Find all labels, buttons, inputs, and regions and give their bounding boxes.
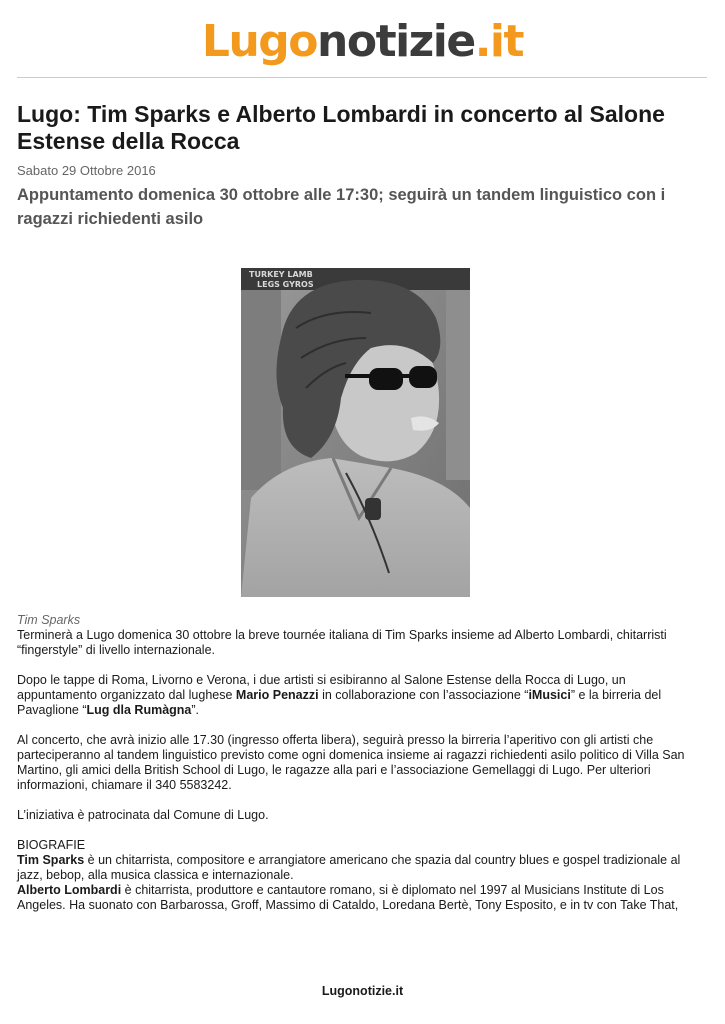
logo-part-notizie: notizie	[317, 16, 475, 67]
svg-text:LEGS GYROS: LEGS GYROS	[257, 280, 314, 289]
photo-caption: Tim Sparks	[17, 613, 81, 627]
paragraph-tour-text-2: in collaborazione con l’associazione “	[318, 688, 529, 702]
paragraph-patronage: L’iniziativa è patrocinata dal Comune di Lugo.	[17, 808, 269, 822]
biography-name-tim-sparks: Tim Sparks	[17, 853, 85, 867]
brewery-name: Lug dla Rumàgna	[86, 703, 192, 717]
svg-text:TURKEY LAMB: TURKEY LAMB	[249, 270, 313, 279]
biography-text-alberto-lombardi: è chitarrista, produttore e cantautore romano, si è diplomato nel 1997 al Musicians Institute di Los Angeles. Ha suonato con Barbarossa, Groff, Massimo di Cataldo, Loredana Bertè, Tony Esposito, e in tv con Take That,	[17, 883, 679, 912]
biography-name-alberto-lombardi: Alberto Lombardi	[17, 883, 122, 897]
article-photo	[241, 268, 470, 597]
association-name: iMusici	[528, 688, 571, 702]
biography-tim-sparks	[17, 853, 707, 883]
biography-alberto-lombardi	[17, 883, 707, 913]
paragraph-event-details: Al concerto, che avrà inizio alle 17.30 (ingresso offerta libera), seguirà presso la birreria l’aperitivo con gli artisti che parteciperanno al tandem linguistico previsto come ogni domenica insieme ai ragazzi richiedenti asilo politico di Villa San Martino, gli amici della British School di Lugo, le ragazze alla pari e l’associazione Gemellaggi di Lugo. Per ulteriori informazioni, chiamare il 340 5583242.	[17, 733, 685, 792]
article-body	[17, 628, 707, 913]
site-logo[interactable]	[0, 14, 725, 70]
site-header	[0, 0, 725, 78]
footer-site-name: Lugonotizie.it	[321, 984, 404, 998]
article-subtitle: Appuntamento domenica 30 ottobre alle 17:30; seguirà un tandem linguistico con i ragazzi richiedenti asilo	[17, 186, 666, 228]
header-divider	[17, 77, 707, 78]
organizer-name: Mario Penazzi	[235, 688, 319, 702]
article-title: Lugo: Tim Sparks e Alberto Lombardi in concerto al Salone Estense della Rocca	[17, 101, 665, 154]
logo-part-it: .it	[474, 16, 524, 67]
paragraph-tour-text-3: ” e la birreria del Pavaglione “	[17, 688, 662, 717]
logo-part-lugo: Lugo	[201, 16, 318, 67]
article-date: Sabato 29 Ottobre 2016	[17, 163, 156, 178]
paragraph-tour-text-1: Dopo le tappe di Roma, Livorno e Verona, i due artisti si esibiranno al Salone Estense della Rocca di Lugo, un appuntamento organizzato dal lughese	[17, 673, 626, 702]
paragraph-intro: Terminerà a Lugo domenica 30 ottobre la breve tournée italiana di Tim Sparks insieme ad Alberto Lombardi, chitarristi “fingerstyle” di livello internazionale.	[17, 628, 667, 657]
biography-text-tim-sparks: è un chitarrista, compositore e arrangiatore americano che spazia dal country blues e gospel tradizionale al jazz, bebop, alla musica classica e internazionale.	[17, 853, 681, 882]
paragraph-tour	[17, 673, 707, 718]
portrait-photo-image	[241, 268, 470, 597]
paragraph-tour-text-4: ”.	[191, 703, 200, 717]
biography-heading: BIOGRAFIE	[17, 838, 86, 852]
